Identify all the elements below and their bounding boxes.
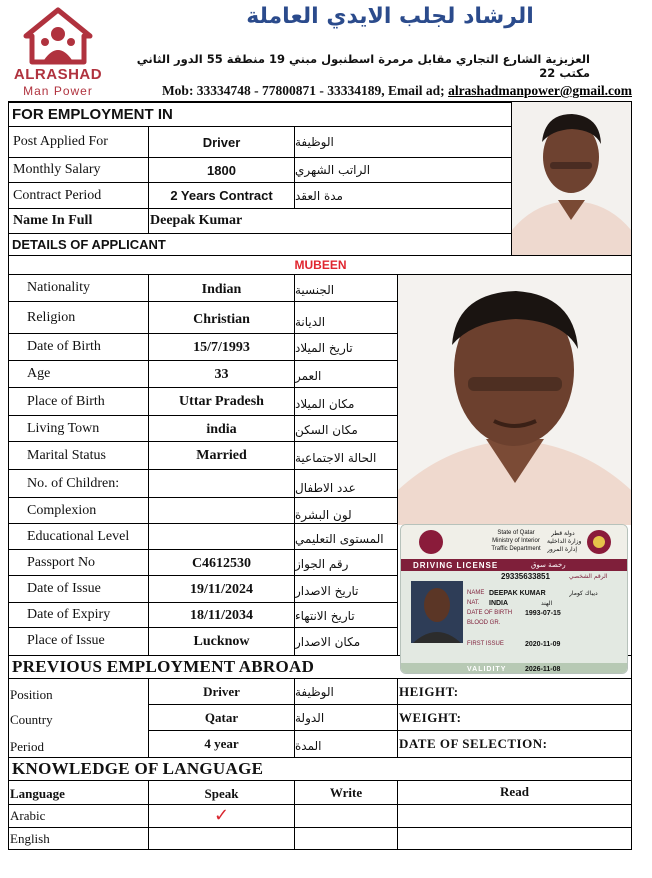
passport-value: C4612530 [191,555,252,571]
rule [148,208,149,233]
company-name-arabic: الرشاد لجلب الايدي العاملة [246,4,534,29]
dob-value: 15/7/1993 [193,340,250,355]
passport-label-ar: رقم الجواز [295,556,349,571]
issue-place-value: Lucknow [193,634,250,649]
email-link[interactable]: alrashadmanpower@gmail.com [448,83,632,98]
license-blood-label: BLOOD GR. [467,620,501,626]
full-name-value: Deepak Kumar [150,213,243,228]
marital-label: Marital Status [27,447,106,463]
license-validity-label: VALIDITY [467,665,507,673]
expiry-date-value: 18/11/2034 [189,608,253,623]
issue-date-label-ar: تاريخ الاصدار [295,584,359,598]
arabic-speak-check-icon: ✓ [213,805,230,826]
salary-label-ar: الراتب الشهري [295,163,371,177]
salary-value: 1800 [207,162,236,178]
logo-brand: ALRASHAD [13,66,103,83]
license-nat-ar: الهند [541,599,553,607]
license-name: DEEPAK KUMAR [489,589,546,597]
contract-label-ar: مدة العقد [295,188,343,203]
prev-country-label: Country [10,712,53,727]
license-issue-label: FIRST ISSUE [467,641,504,647]
section-title-applicant: DETAILS OF APPLICANT [12,237,166,252]
nationality-label-ar: الجنسية [295,283,335,297]
height-label: HEIGHT: [399,683,459,699]
dob-label-ar: تاريخ الميلاد [295,341,353,355]
rule [8,849,632,850]
religion-value: Christian [193,312,250,327]
lang-header-write: Write [329,785,363,800]
complexion-value [149,498,294,523]
nationality-value: Indian [201,282,242,297]
education-label: Educational Level [27,528,130,544]
license-dob-label: DATE OF BIRTH [467,610,513,616]
license-banner-ar: رخصة سوق [531,561,566,569]
rule [397,678,398,757]
nationality-label: Nationality [27,280,90,295]
children-value [149,470,294,497]
rule [631,655,632,850]
pob-label: Place of Birth [27,393,105,409]
rule [631,101,632,657]
prev-period-label-ar: المدة [295,739,322,753]
license-validity: 2026-11-08 [525,665,561,673]
driving-license-card [400,524,628,674]
weight-label: WEIGHT: [399,709,462,725]
prev-position-label: Position [10,687,53,702]
license-name-label: NAME [467,590,485,596]
section-title-previous: PREVIOUS EMPLOYMENT ABROAD [12,657,315,676]
license-state-ar: دولة قطر [551,529,575,537]
lang-row-english: English [10,830,50,846]
english-speak-cell [149,828,294,849]
lang-row-arabic: Arabic [10,808,46,823]
prev-position-label-ar: الوظيفة [295,684,334,699]
pob-label-ar: مكان الميلاد [295,396,355,411]
prev-position-value: Driver [203,683,240,699]
education-label-ar: المستوى التعليمي [295,532,384,546]
license-banner: DRIVING LICENSE [413,560,499,570]
lang-header-language: Language [10,786,65,801]
pob-value: Uttar Pradesh [179,393,264,409]
prev-period-value: 4 year [204,736,239,751]
passport-label: Passport No [27,554,96,570]
license-nat-label: NAT. [467,600,480,606]
prev-country-label-ar: الدولة [295,710,325,725]
license-dept-ar: إدارة المرور [547,545,578,553]
issue-place-label: Place of Issue [27,632,105,648]
full-name-label: Name In Full [13,213,93,228]
issue-place-label-ar: مكان الاصدار [295,635,361,649]
license-number: 29335633851 [501,571,550,581]
marital-value: Married [196,447,247,463]
religion-label: Religion [27,309,76,325]
post-value: Driver [202,134,241,150]
age-label-ar: العمر [295,369,322,383]
lang-header-read: Read [500,784,529,799]
applicant-photo-large [398,275,631,525]
contract-value: 2 Years Contract [170,188,273,203]
license-name-ar: ديباك كومار [569,589,598,597]
rule [8,655,9,850]
salary-label: Monthly Salary [13,162,101,177]
prev-country-value: Qatar [204,709,239,725]
expiry-date-label-ar: تاريخ الانتهاء [295,609,355,623]
issue-date-label: Date of Issue [27,581,101,596]
phone-numbers: Mob: 33334748 - 77800871 - 33334189, Email ad; [161,83,445,98]
license-dob: 1993-07-15 [525,609,561,617]
children-label: No. of Children: [27,475,120,491]
age-value: 33 [214,367,229,382]
selection-date-label: DATE OF SELECTION: [399,736,548,751]
applicant-photo-small [512,102,631,255]
complexion-label: Complexion [27,502,97,518]
age-label: Age [27,366,51,381]
section-title-employment: FOR EMPLOYMENT IN [12,106,173,123]
license-number-ar-label: الرقم الشخصي [569,572,608,580]
living-town-label: Living Town [27,420,100,436]
company-logo [8,6,108,102]
license-dept-en: Traffic Department [491,546,541,552]
living-town-label-ar: مكان السكن [295,423,358,437]
license-issue: 2020-11-09 [525,640,561,648]
license-nat: INDIA [489,599,509,607]
complexion-label-ar: لون البشرة [295,508,352,522]
living-town-value: india [206,422,237,437]
license-state-en: State of Qatar [497,530,535,536]
education-value [149,524,294,549]
prev-period-label: Period [10,739,44,754]
lang-header-speak: Speak [204,786,239,801]
post-label: Post Applied For [13,134,108,149]
religion-label-ar: الديانة [295,315,326,329]
expiry-date-label: Date of Expiry [27,607,111,622]
license-ministry-ar: وزارة الداخلية [547,537,582,545]
contact-line [120,83,632,99]
issue-date-value: 19/11/2024 [189,582,253,597]
house-people-icon [8,6,108,66]
dob-label: Date of Birth [27,339,101,354]
company-address-arabic: العزيزية الشارع التجاري مقابل مرمرة اسطنبول مبني 19 منطقة 55 الدور الثاني مكتب 22 [136,52,590,80]
children-label-ar: عدد الاطفال [295,481,356,495]
agency-tag: MUBEEN [294,258,347,272]
logo-subtitle: Man Power [23,84,93,98]
section-title-language: KNOWLEDGE OF LANGUAGE [12,759,264,778]
post-label-ar: الوظيفة [295,135,334,149]
contract-label: Contract Period [13,187,102,203]
license-ministry-en: Ministry of Interior [492,538,540,544]
marital-label-ar: الحالة الاجتماعية [295,451,377,465]
